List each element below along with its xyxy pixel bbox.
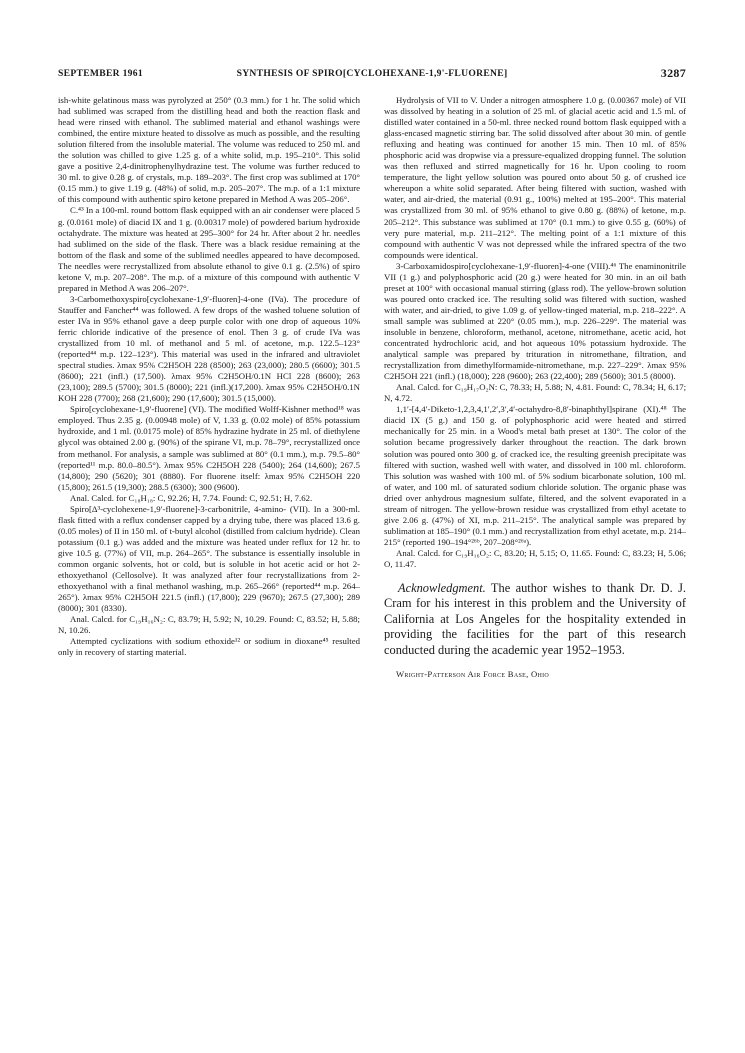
paragraph: 1,1′-[4,4′-Diketo-1,2,3,4,1′,2′,3′,4′-octahydro-8,8′-binaphthyl]spirane (XI).⁴⁸ The diacid IX (5 g.) and 150 g. of polyphosphoric acid were heated and stirred mechanically for 25 min. in a Wood's metal bath preset at 130°. The color of the solution became progressively darker throughout the reaction. The dark brown solution was poured onto 300 g. of cracked ice, the resulting greenish precipitate was filtered with suction, washed well with water, and dissolved in 100 ml. chloroform. This solution was washed with 100 ml. of 5% sodium bicarbonate solution, 100 ml. of water, and 100 ml. of saturated sodium chloride solution. The organic phase was dried over anhydrous magnesium sulfate, filtered, and the solvent evaporated in a stream of nitrogen. The yellow-brown residue was crystallized from ethyl acetate to give 2.06 g. (47%) of XI, m.p. 211–215°. The analytical sample was prepared by sublimation at 185–190° (0.1 mm.) and recrystallization from ethyl acetate, m.p. 214–215° (reported 190–194°²⁶ᵇ, 207–208°²⁶ᵃ).: [384, 404, 686, 547]
paragraph: C.⁴³ In a 100-ml. round bottom flask equipped with an air condenser were placed 5 g. (0.0161 mole) of diacid IX and 1 g. (0.00317 mole) of powdered barium hydroxide octahydrate. The mixture was heated at 295–300° for 24 hr. After about 2 hr. needles had sublimed on the side of the flask. There was a black residue remaining at the bottom of the flask and some of the sublimed needles appeared to have decomposed. The needles were recrystallized from absolute ethanol to give 0.1 g. (2.5%) of spiro ketone V, m.p. 207–208°. The m.p. of a mixture of this compound with authentic V prepared in Method A was 206–207°.: [58, 205, 360, 293]
affiliation: Wright-Patterson Air Force Base, Ohio: [396, 669, 550, 680]
paragraph: Attempted cyclizations with sodium ethoxide¹² or sodium in dioxane⁴⁵ resulted only in recovery of starting material.: [58, 636, 360, 658]
acknowledgment: [384, 581, 686, 658]
paragraph: Spiro[Δ³-cyclohexene-1,9′-fluorene]-3-carbonitrile, 4-amino- (VII). In a 300-ml. flask fitted with a reflux condenser capped by a drying tube, there was placed 13.6 g. (0.05 moles) of II in 150 ml. of t-butyl alcohol (distilled from calcium hydride). Clean potassium (0.1 g.) was added and the mixture was heated under reflux for 12 hr. to give 10.5 g. (77%) of VII, m.p. 264–265°. The substance is essentially insoluble in common organic solvents, hot or cold, but is soluble in hot acetic acid or hot 2-ethoxyethanol (Cellosolve). It was analyzed after four recrystallizations from 2-ethoxyethanol with a final methanol washing, m.p. 265–266° (reported⁴⁴ m.p. 264–265°). λmax 95% C2H5OH 221.5 (infl.) (17,800); 229 (9670); 267.5 (27,300); 289 (8000); 301 (8330).: [58, 503, 360, 614]
paragraph: 3-Carbomethoxyspiro[cyclohexane-1,9′-fluoren]-4-one (IVa). The procedure of Stauffer and Fancher⁴⁴ was followed. A few drops of the washed toluene solution of ester IVa in 95% ethanol gave a deep purple color with one drop of aqueous 10% ferric chloride indicative of the presence of enol. Then 3 g. of crude IVa was crystallized from 10 ml. of methanol and 5 ml. of acetone, m.p. 122.5–123° (reported⁴⁴ m.p. 122–123°). This material was used in the infrared and ultraviolet spectral studies. λmax 95% C2H5OH 228 (8500); 263 (23,000); 280.5 (6600); 301.5 (8600); 221 (infl.) (17,500). λmax 95% C2H5OH/0.1N HCl 228 (8600); 263 (23,100); 289.5 (5700); 301.5 (8000); 221 (infl.)(17,200). λmax 95% C2H5OH/0.1N KOH 228 (7700); 268 (21,600); 290 (17,600); 301.5 (15,000).: [58, 293, 360, 404]
paragraph: Anal. Calcd. for C₁₉H₁₆N₂: C, 83.79; H, 5.92; N, 10.29. Found: C, 83.52; H, 5.88; N, 10.26.: [58, 614, 360, 636]
right-column: [384, 95, 686, 935]
paragraph: Spiro[cyclohexane-1,9′-fluorene] (VI). The modified Wolff-Kishner method¹⁸ was employed. Thus 2.35 g. (0.00948 mole) of V, 1.33 g. (0.02 mole) of 85% potassium hydroxide, and 1 ml. (0.0175 mole) of 85% hydrazine hydrate in 25 ml. of diethylene glycol was obtained 2.00 g. (90%) of the spirane VI, m.p. 78–79°, recrystallized once from methanol. For analysis, a sample was sublimed at 80° (0.1 mm.), m.p. 79.5–80° (reported¹¹ m.p. 80.0–80.5°). λmax 95% C2H5OH 228 (5400); 264 (14,600); 267.5 (14,800); 290 (5620); 301 (8880). For fluorene itself: λmax 95% C2H5OH 220 (15,800); 261.5 (19,300); 288.5 (6300); 300 (9600).: [58, 404, 360, 492]
paragraph: ish-white gelatinous mass was pyrolyzed at 250° (0.3 mm.) for 1 hr. The solid which had sublimed was scraped from the distilling head and both the reaction flask and head were rinsed with ethanol. The sublimed material and ethanol washings were combined, the entire mixture heated to dissolve as much as possible, and the resulting solution filtered from the insoluble material. The volume was reduced to 250 ml. and the solution was chilled to give 1.25 g. of a white solid, m.p. 195–210°. This solid gave a positive 2,4-dinitrophenylhydrazine test. The volume was further reduced to 30 ml. to give 0.28 g. of crystals, m.p. 189–203°. The first crop was sublimed at 170° (0.15 mm.) to give 1.19 g. (48%) of solid, m.p. 205–207°. The m.p. of a 1:1 mixture of this compound with authentic spiro ketone prepared in Method A was 205–206°.: [58, 95, 360, 205]
paragraph: 3-Carboxamidospiro[cyclohexane-1,9′-fluoren]-4-one (VIII).⁴⁶ The enaminonitrile VII (1 g.) and polyphosphoric acid (20 g.) were heated for 30 min. in an oil bath preset at 100° with occasional manual stirring (glass rod). The yellow-brown solution was poured onto cracked ice. The resulting solid was filtered with suction, washed with water, and air-dried, to give 1.09 g. of yellow-tinged material, m.p. 218–222°. A small sample was sublimed at 220° (0.05 mm.), m.p. 226–229°. The material was insoluble in benzene, chloroform, methanol, acetone, nitromethane, acetic acid, hot concentrated hydrochloric acid, and hot aqueous 10% potassium hydroxide. The analytical sample was prepared by trituration in nitromethane, filtration, and recrystallization from dimethylformamide-nitromethane, m.p. 227–229°. λmax 95% C2H5OH 221 (infl.) (18,000); 228 (9600); 263 (22,400); 289 (5600); 301.5 (8000).: [384, 260, 686, 382]
acknowledgment-label: Acknowledgment.: [398, 581, 486, 596]
left-column: [58, 95, 360, 935]
running-header: [58, 68, 686, 82]
paragraph: Anal. Calcd. for C₁₉H₁₆O₂: C, 83.20; H, 5.15; O, 11.65. Found: C, 83.23; H, 5.06; O, 11.47.: [384, 547, 686, 569]
paragraph: Hydrolysis of VII to V. Under a nitrogen atmosphere 1.0 g. (0.00367 mole) of VII was dissolved by heating in a solution of 25 ml. of glacial acetic acid and 1.5 ml. of distilled water contained in a 50-ml. three necked round bottom flask equipped with a glass-encased magnetic stirring bar. The solid dissolved after about 30 min. of gentle refluxing and heating was continued for another 15 min. Then 10 ml. of 85% phosphoric acid was dropwise via a pressure-equalized dropping funnel. The solution was then refluxed and stirred magnetically for 16 hr. Upon cooling to room temperature, the light yellow solution was poured onto about 50 g. of crushed ice whereupon a white solid separated. After being filtered with suction, washed with water, and air-dried, the material (0.91 g., 100%) melted at 195–200°. This material was crystallized from 30 ml. of 95% ethanol to give 0.80 g. (88%) of ketone, m.p. 205–212°. This substance was sublimed at 170° (0.1 mm.) to give 0.55 g. (60%) of very pure material, m.p. 211–212°. The melting point of a 1:1 mixture of this compound with authentic V was not depressed while the infrared spectra of the two compounds were identical.: [384, 95, 686, 260]
header-date: SEPTEMBER 1961: [58, 68, 143, 79]
paragraph: Anal. Calcd. for C₁₈H₁₈: C, 92.26; H, 7.74. Found: C, 92.51; H, 7.62.: [70, 492, 313, 503]
page-number: 3287: [660, 66, 686, 80]
header-title: SYNTHESIS OF SPIRO[CYCLOHEXANE-1,9'-FLUORENE]: [236, 68, 508, 79]
paragraph: Anal. Calcd. for C₁₉H₁₇O₂N: C, 78.33; H, 5.88; N, 4.81. Found: C, 78.34; H, 6.17; N, 4.72.: [384, 382, 686, 404]
acknowledgment-text: The author wishes to thank Dr. D. J. Cram for his interest in this problem and the University of California at Los Angeles for the hospitality extended in providing the facilities for the part of this research conducted during the academic year 1952–1953.: [384, 581, 686, 657]
